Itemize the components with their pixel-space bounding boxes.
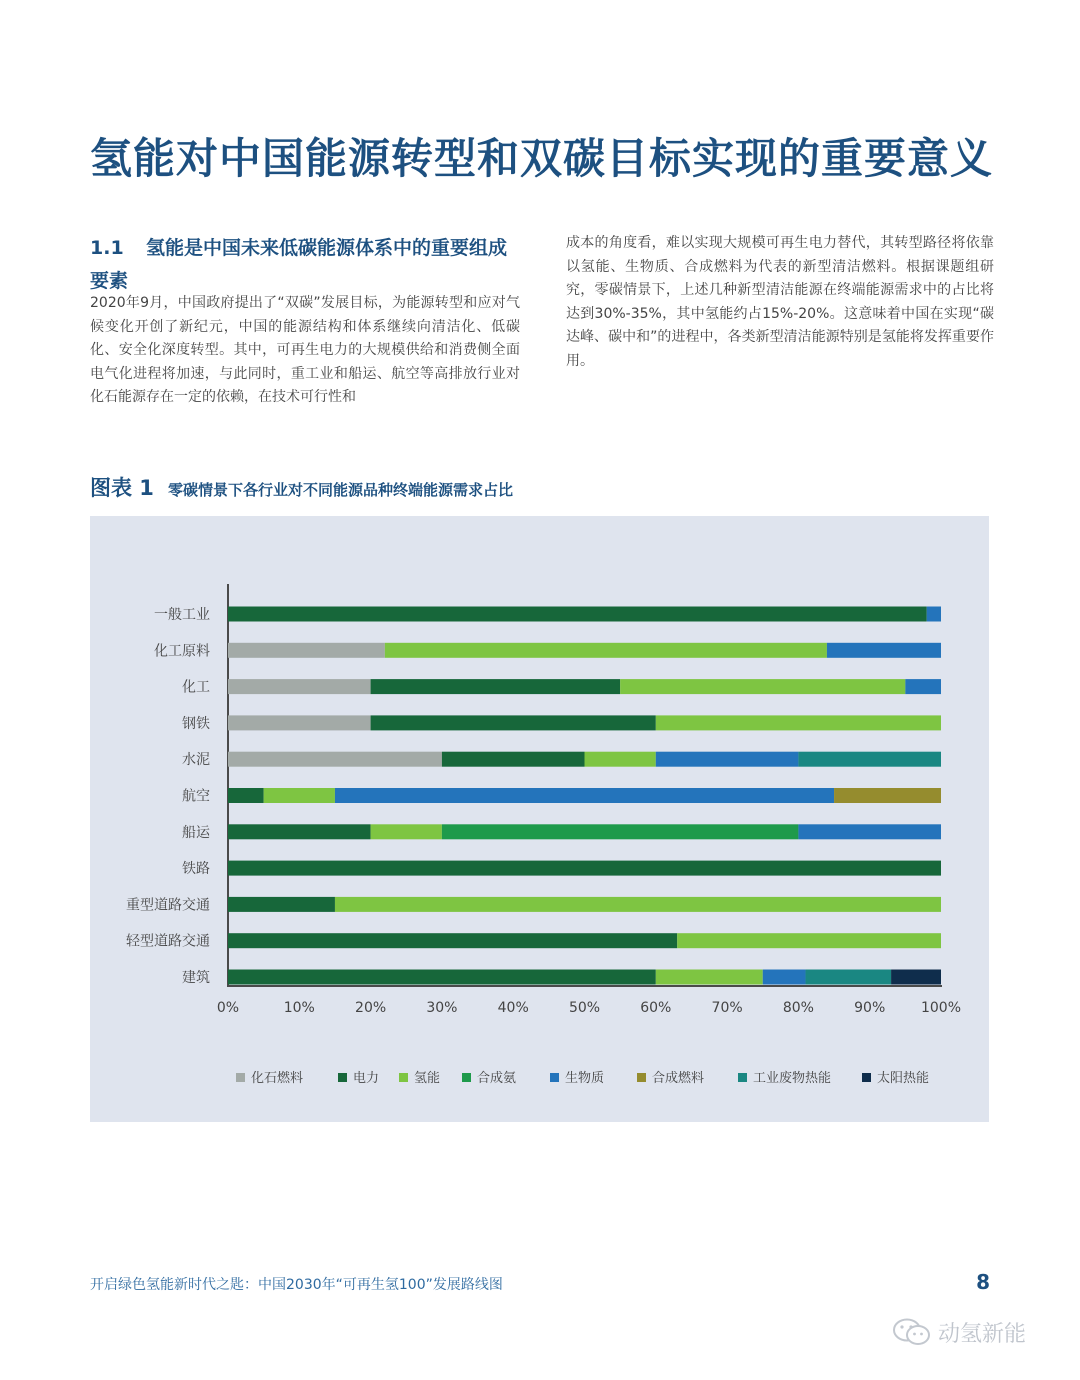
section-heading bbox=[90, 232, 520, 298]
x-tick-label: 0% bbox=[216, 1000, 240, 1016]
bar-segment bbox=[228, 897, 335, 912]
legend-swatch bbox=[862, 1073, 871, 1082]
bar-segment bbox=[806, 970, 892, 985]
legend-swatch bbox=[338, 1073, 347, 1082]
legend-label: 电力 bbox=[353, 1071, 380, 1086]
legend-swatch bbox=[236, 1073, 245, 1082]
bar-segment bbox=[335, 788, 834, 803]
section-number: 1.1 bbox=[90, 237, 124, 259]
bar-segment bbox=[228, 715, 371, 730]
chart-panel bbox=[90, 516, 989, 1122]
body-paragraph-left: 2020年9月，中国政府提出了“双碳”发展目标，为能源转型和应对气候变化开创了新纪元，中国的能源结构和体系继续向清洁化、低碳化、安全化深度转型。其中，可再生电力的大规模供给和消费侧全面电气化进程将加速，与此同时，重工业和船运、航空等高排放行业对化石能源存在一定的依赖，在技术可行性和 bbox=[90, 295, 520, 405]
x-tick-label: 30% bbox=[426, 1000, 458, 1016]
bar-segment bbox=[228, 824, 371, 839]
bar-segment bbox=[927, 607, 941, 622]
legend-swatch bbox=[399, 1073, 408, 1082]
category-label: 一般工业 bbox=[154, 607, 210, 623]
category-label: 钢铁 bbox=[182, 715, 210, 732]
legend-label: 合成氨 bbox=[477, 1071, 517, 1086]
wechat-icon bbox=[892, 1317, 932, 1347]
x-tick-label: 40% bbox=[497, 1000, 529, 1016]
figure-number: 图表 1 bbox=[90, 476, 154, 500]
bar-segment bbox=[891, 970, 941, 985]
bar-segment bbox=[264, 788, 335, 803]
bar-segment bbox=[228, 970, 656, 985]
page-number: 8 bbox=[976, 1270, 990, 1294]
bar-segment bbox=[228, 643, 385, 658]
bar-segment bbox=[656, 715, 941, 730]
bar-segment bbox=[228, 752, 442, 767]
bar-segment bbox=[798, 824, 941, 839]
bar-segment bbox=[228, 861, 941, 876]
bar-segment bbox=[827, 643, 941, 658]
bar-segment bbox=[371, 715, 656, 730]
figure-caption: 零碳情景下各行业对不同能源品种终端能源需求占比 bbox=[167, 481, 513, 499]
bar-segment bbox=[228, 933, 677, 948]
x-tick-label: 70% bbox=[711, 1000, 743, 1016]
x-tick-label: 80% bbox=[782, 1000, 814, 1016]
bar-segment bbox=[834, 788, 941, 803]
figure-title bbox=[90, 472, 513, 502]
category-label: 水泥 bbox=[182, 752, 210, 769]
bar-segment bbox=[228, 679, 371, 694]
legend-swatch bbox=[637, 1073, 646, 1082]
bar-segment bbox=[905, 679, 941, 694]
page-title: 氢能对中国能源转型和双碳目标实现的重要意义 bbox=[90, 134, 994, 183]
bar-segment bbox=[656, 752, 799, 767]
bar-segment bbox=[335, 897, 941, 912]
bar-segment bbox=[677, 933, 941, 948]
bar-segment bbox=[585, 752, 656, 767]
category-label: 铁路 bbox=[182, 861, 210, 878]
category-label: 化工原料 bbox=[154, 643, 210, 660]
legend-swatch bbox=[550, 1073, 559, 1082]
x-tick-label: 60% bbox=[640, 1000, 672, 1016]
x-tick-label: 90% bbox=[854, 1000, 886, 1016]
bar-segment bbox=[656, 970, 763, 985]
legend-label: 合成燃料 bbox=[652, 1071, 705, 1086]
bar-segment bbox=[442, 824, 799, 839]
x-tick-label: 50% bbox=[568, 1000, 601, 1016]
category-label: 航空 bbox=[182, 788, 210, 805]
bar-segment bbox=[620, 679, 905, 694]
legend-label: 生物质 bbox=[565, 1071, 605, 1086]
bar-segment bbox=[798, 752, 941, 767]
legend-label: 太阳热能 bbox=[877, 1071, 930, 1086]
legend-label: 化石燃料 bbox=[251, 1071, 304, 1086]
category-label: 船运 bbox=[182, 824, 210, 841]
legend-label: 氢能 bbox=[414, 1071, 441, 1086]
x-tick-label: 100% bbox=[920, 1000, 962, 1016]
bar-segment bbox=[763, 970, 806, 985]
bar-segment bbox=[371, 679, 621, 694]
legend-label: 工业废物热能 bbox=[753, 1071, 832, 1086]
watermark bbox=[892, 1316, 1026, 1348]
bar-segment bbox=[385, 643, 827, 658]
bar-segment bbox=[228, 788, 264, 803]
bar-segment bbox=[371, 824, 442, 839]
category-label: 建筑 bbox=[182, 970, 210, 986]
x-tick-label: 20% bbox=[355, 1000, 387, 1016]
category-label: 化工 bbox=[182, 679, 210, 696]
footer-text: 开启绿色氢能新时代之匙：中国2030年“可再生氢100”发展路线图 bbox=[90, 1277, 503, 1293]
legend-swatch bbox=[462, 1073, 471, 1082]
body-paragraph-right: 成本的角度看，难以实现大规模可再生电力替代，其转型路径将依靠以氢能、生物质、合成燃料为代表的新型清洁燃料。根据课题组研究，零碳情景下，上述几种新型清洁能源在终端能源需求中的占比将达到30%-35%，其中氢能约占15%-20%。这意味着中国在实现“碳达峰、碳中和”的进程中，各类新型清洁能源特别是氢能将发挥重要作用。 bbox=[566, 235, 994, 369]
bar-segment bbox=[228, 607, 927, 622]
category-label: 轻型道路交通 bbox=[126, 933, 210, 950]
x-tick-label: 10% bbox=[283, 1000, 315, 1016]
section-heading-text: 氢能是中国未来低碳能源体系中的重要组成要素 bbox=[90, 237, 508, 292]
category-label: 重型道路交通 bbox=[126, 897, 210, 914]
watermark-text: 动氢新能 bbox=[938, 1321, 1027, 1347]
bar-segment bbox=[442, 752, 585, 767]
stacked-bar-chart bbox=[90, 516, 989, 1122]
legend-swatch bbox=[738, 1073, 747, 1082]
